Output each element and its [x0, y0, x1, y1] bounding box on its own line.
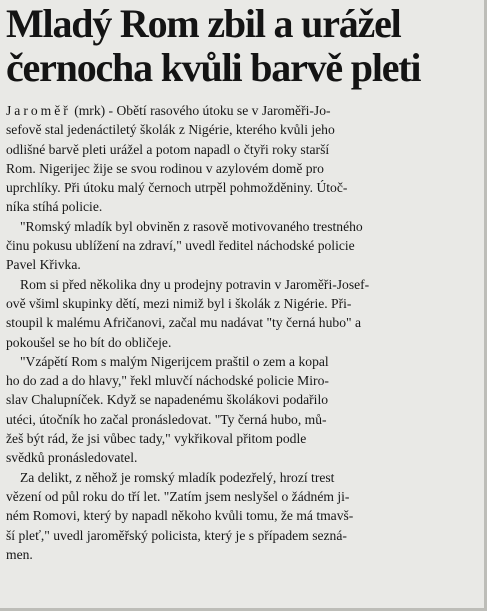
article-line: Rom si před několika dny u prodejny potravin v Jaroměři-Josef- — [20, 276, 370, 292]
article-line: men. — [6, 546, 33, 562]
article-line: Za delikt, z něhož je romský mladík podezřelý, hrozí trest — [20, 469, 335, 485]
headline-line-1: Mladý Rom zbil a urážel — [6, 1, 401, 46]
article-line: ší pleť," uvedl jaroměřský policista, který je s případem sezná- — [6, 527, 347, 543]
article-line: odlišné barvě pleti urážel a potom napadl o čtyři roky starší — [6, 141, 330, 157]
article-line: ném Romovi, který by napadl někoho kvůli tomu, že má tmavš- — [6, 508, 354, 524]
article-line: Jaroměř (mrk) - Obětí rasového útoku se v Jaroměři-Jo- — [6, 103, 331, 118]
article-line: činu pokusu ublížení na zdraví," uvedl ředitel náchodské policie — [6, 238, 355, 254]
article-body — [6, 101, 482, 564]
article-line: níka stíhá policie. — [6, 199, 103, 215]
article-line: utéci, útočník ho začal pronásledovat. "Ty černá hubo, mů- — [6, 411, 327, 427]
article-line: "Vzápětí Rom s malým Nigerijcem praštil o zem a kopal — [20, 353, 329, 369]
article-line: sefově stal jedenáctiletý školák z Nigérie, kterého kvůli jeho — [6, 122, 335, 138]
article-line: svědků pronásledovatel. — [6, 450, 138, 466]
article-line: vězení od půl roku do tří let. "Zatím jsem neslyšel o žádném ji- — [6, 488, 350, 504]
article-line: žeš být rád, že jsi vůbec tady," vykřikoval přitom podle — [6, 431, 307, 447]
headline-line-2: černocha kvůli barvě pleti — [6, 45, 421, 90]
article-line: Pavel Křivka. — [6, 257, 81, 273]
article-line: ho do zad a do hlavy," řekl mluvčí náchodské policie Miro- — [6, 373, 329, 389]
article-line: Rom. Nigerijec žije se svou rodinou v azylovém domě pro — [6, 160, 324, 176]
article-line: ově všiml skupinky dětí, mezi nimiž byl i školák z Nigérie. Při- — [6, 295, 352, 311]
headline — [6, 2, 484, 90]
article-line: pokoušel se ho bít do obličeje. — [6, 334, 172, 350]
article-line: slav Chalupníček. Když se napadenému školákovi podařilo — [6, 392, 329, 408]
article-line: uprchlíky. Při útoku malý černoch utrpěl pohmožděniny. Útoč- — [6, 180, 348, 196]
article-line: stoupil k malému Afričanovi, začal mu nadávat "ty černá hubo" a — [6, 315, 361, 331]
dateline: Jaroměř — [6, 103, 71, 118]
article-line: "Romský mladík byl obviněn z rasově motivovaného trestného — [20, 218, 363, 234]
